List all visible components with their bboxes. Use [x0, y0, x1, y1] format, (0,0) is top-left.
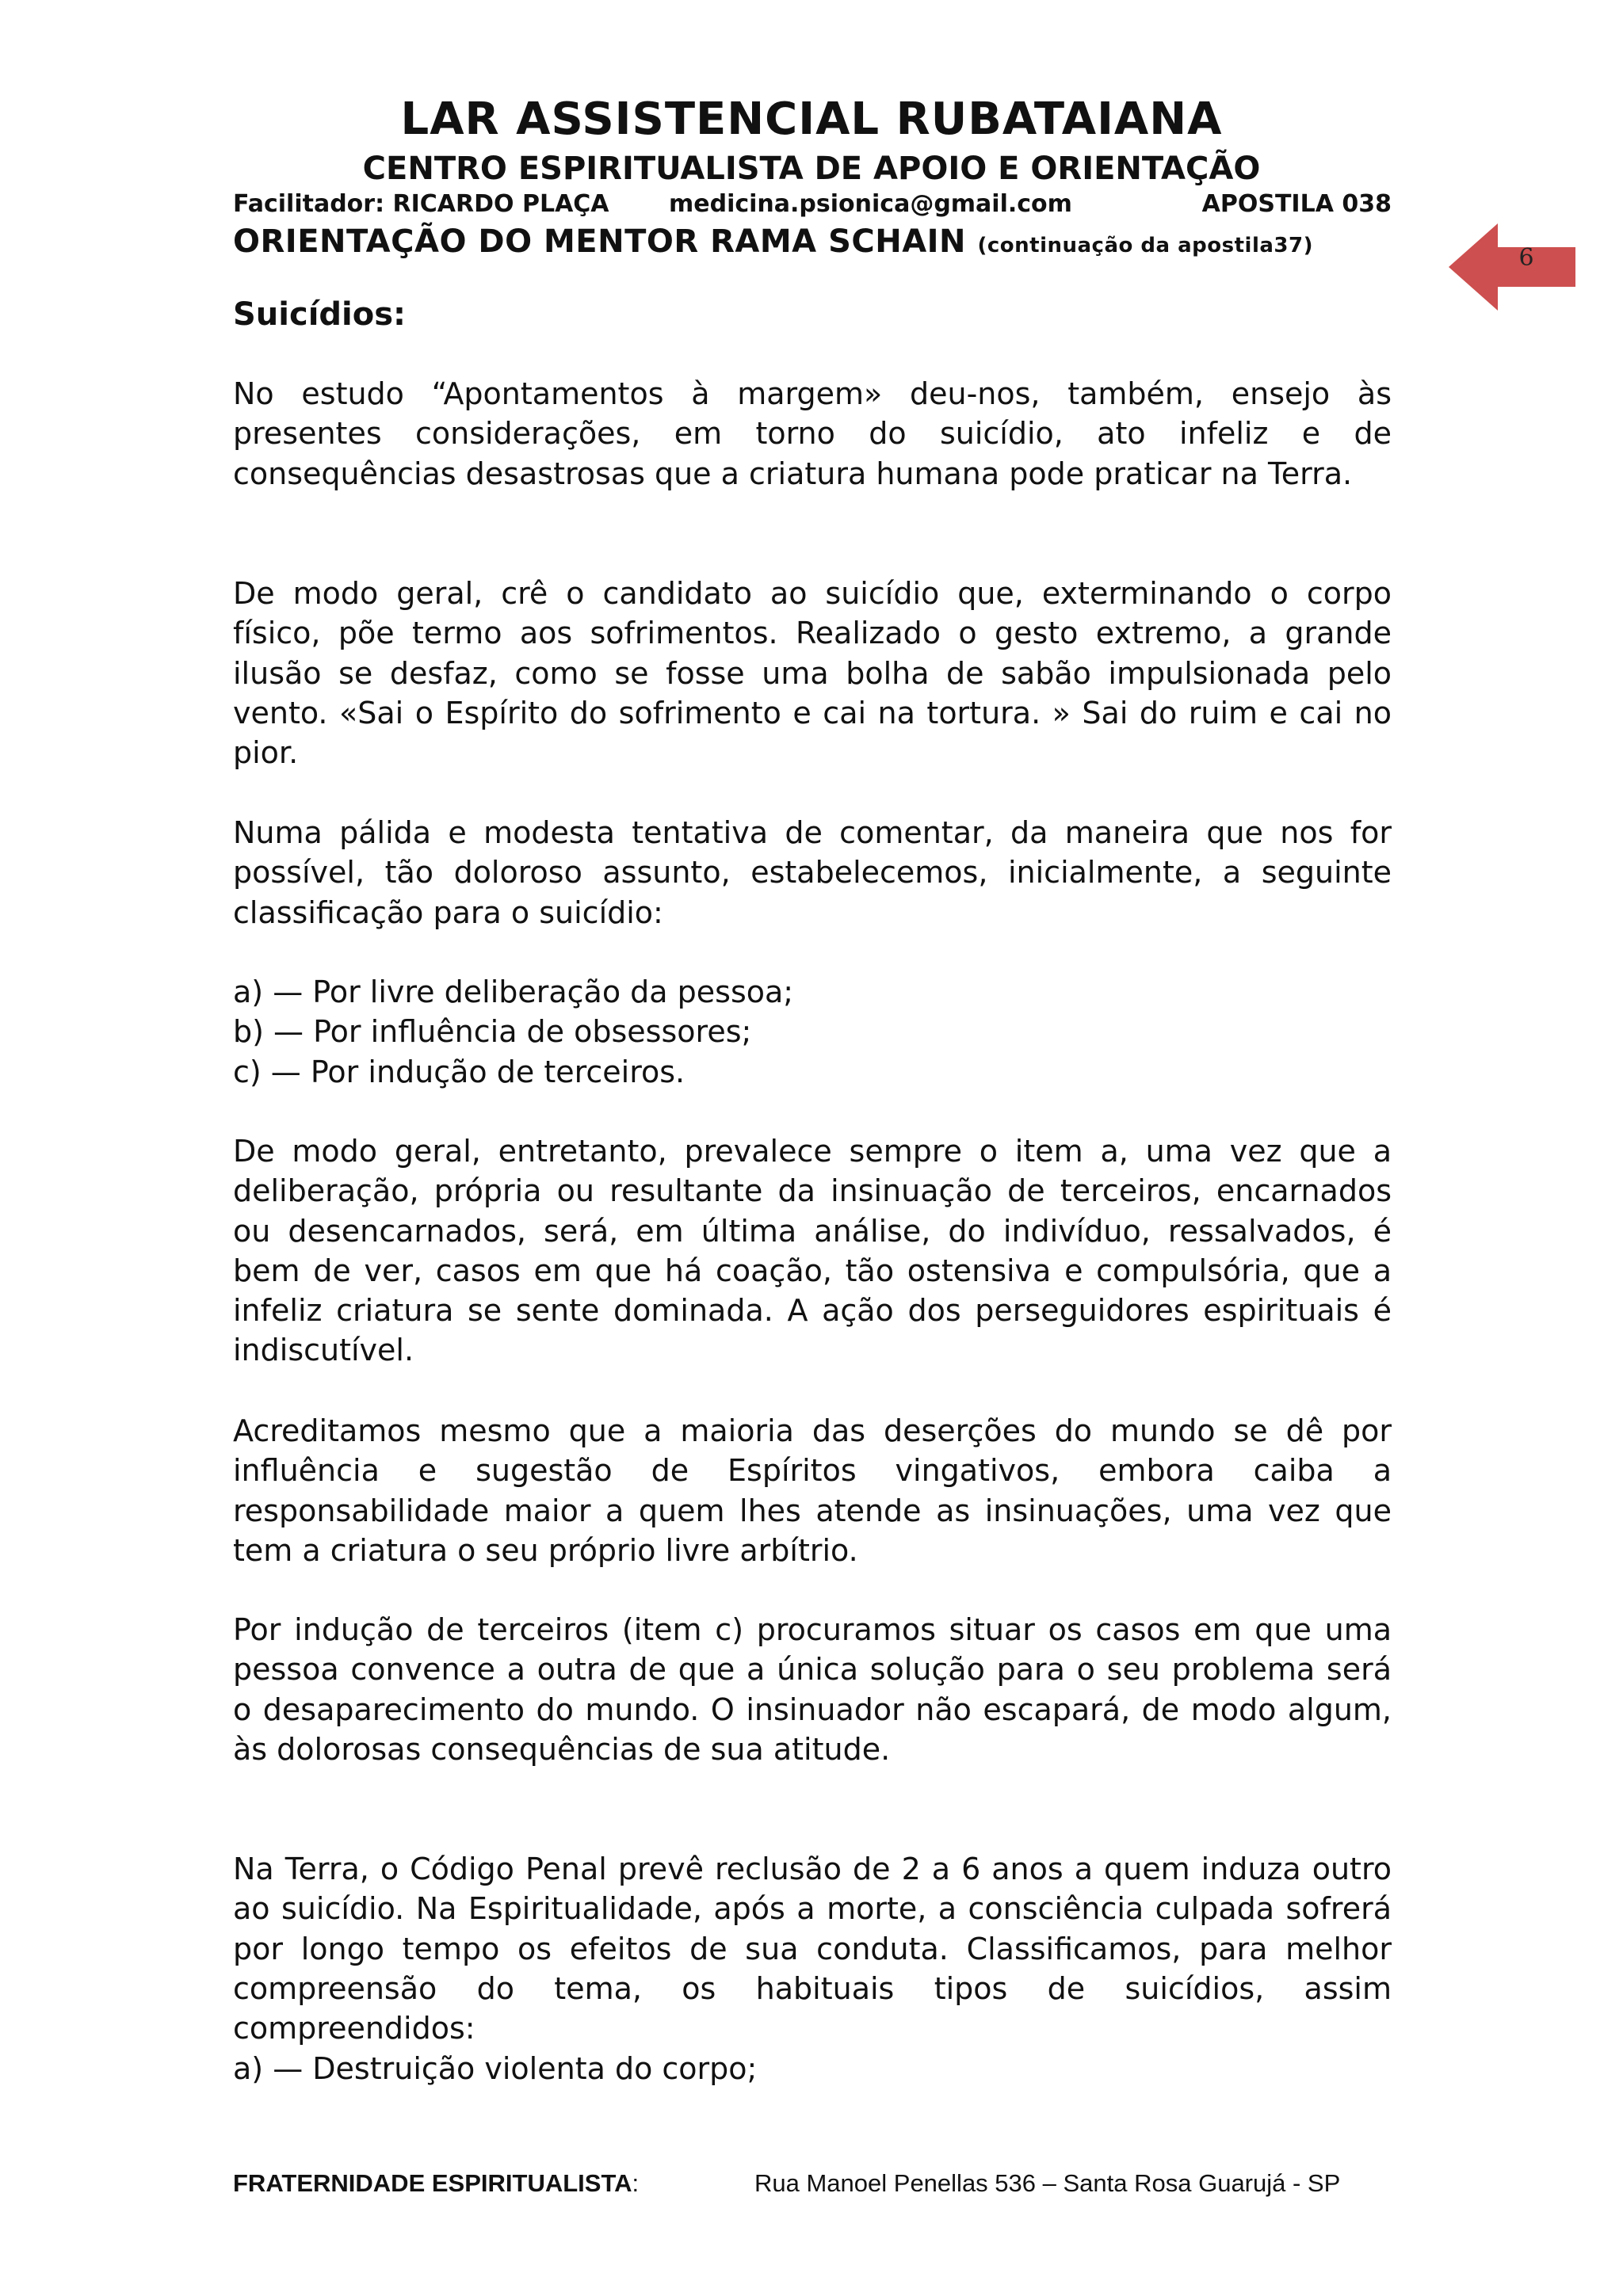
list-item: c) — Por indução de terceiros. — [233, 1054, 685, 1089]
apostila-number: APOSTILA 038 — [1201, 190, 1392, 218]
footer-address: Rua Manoel Penellas 536 – Santa Rosa Guarujá - SP — [754, 2169, 1341, 2197]
list-item: b) — Por influência de obsessores; — [233, 1014, 752, 1050]
paragraph-6: Por indução de terceiros (item c) procuramos situar os casos em que uma pessoa convence a outra de que a única solução para o seu problema será o desaparecimento do mundo. O insinuador não escapará, de modo algum, às dolorosas consequências de sua atitude. — [233, 1612, 1392, 1767]
paragraph-5: Acreditamos mesmo que a maioria das deserções do mundo se dê por influência e sugestão de Espíritos vingativos, embora caiba a responsabilidade maior a quem lhes atende as insinuações, uma vez que tem a criatura o seu próprio livre arbítrio. — [233, 1413, 1392, 1568]
orientation-heading — [233, 223, 1313, 260]
document-title: LAR ASSISTENCIAL RUBATAIANA — [400, 93, 1223, 145]
list-item: a) — Por livre deliberação da pessoa; — [233, 974, 794, 1009]
paragraph-7: Na Terra, o Código Penal prevê reclusão de 2 a 6 anos a quem induza outro ao suicídio. Na Espiritualidade, após a morte, a consciência culpada sofrerá por longo tempo os efeitos de sua conduta. Classificamos, para melhor compreensão do tema, os habituais tipos de suicídios, assim compreendidos: — [233, 1852, 1392, 2046]
list-item: a) — Destruição violenta do corpo; — [233, 2051, 758, 2086]
paragraph-3: Numa pálida e modesta tentativa de comentar, da maneira que nos for possível, tão doloroso assunto, estabelecemos, inicialmente, a seguinte classificação para o suicídio: — [233, 815, 1392, 930]
section-title: Suicídios: — [233, 296, 407, 333]
continuation-note: (continuação da apostila37) — [977, 234, 1313, 257]
footer-colon: : — [632, 2169, 640, 2197]
paragraph-4: De modo geral, entretanto, prevalece sempre o item a, uma vez que a deliberação, própria ou resultante da insinuação de terceiros, encarnados ou desencarnados, será, em última análise, do indivíduo, ressalvados, é bem de ver, casos em que há coação, tão ostensiva e compulsória, que a infeliz criatura se sente dominada. A ação dos perseguidores espirituais é indiscutível. — [233, 1134, 1392, 1368]
paragraph-1: No estudo “Apontamentos à margem» deu-nos, também, ensejo às presentes considerações, em torno do suicídio, ato infeliz e de consequências desastrosas que a criatura humana pode praticar na Terra. — [233, 376, 1392, 491]
paragraph-2: De modo geral, crê o candidato ao suicídio que, exterminando o corpo físico, põe termo aos sofrimentos. Realizado o gesto extremo, a grande ilusão se desfaz, como se fosse uma bolha de sabão impulsionada pelo vento. «Sai o Espírito do sofrimento e cai na tortura. » Sai do ruim e cai no pior. — [233, 576, 1392, 771]
email-link[interactable]: medicina.psionica@gmail.com — [669, 190, 1072, 218]
footer-org: FRATERNIDADE ESPIRITUALISTA — [233, 2169, 632, 2197]
classification-list — [233, 972, 1392, 1092]
types-list — [233, 2049, 1392, 2088]
orientation-title: ORIENTAÇÃO DO MENTOR RAMA SCHAIN — [233, 223, 967, 260]
facilitator-label: Facilitador: RICARDO PLAÇA — [233, 190, 609, 218]
document-subtitle: CENTRO ESPIRITUALISTA DE APOIO E ORIENTAÇÃO — [362, 151, 1261, 187]
page-number: 6 — [1518, 244, 1534, 272]
